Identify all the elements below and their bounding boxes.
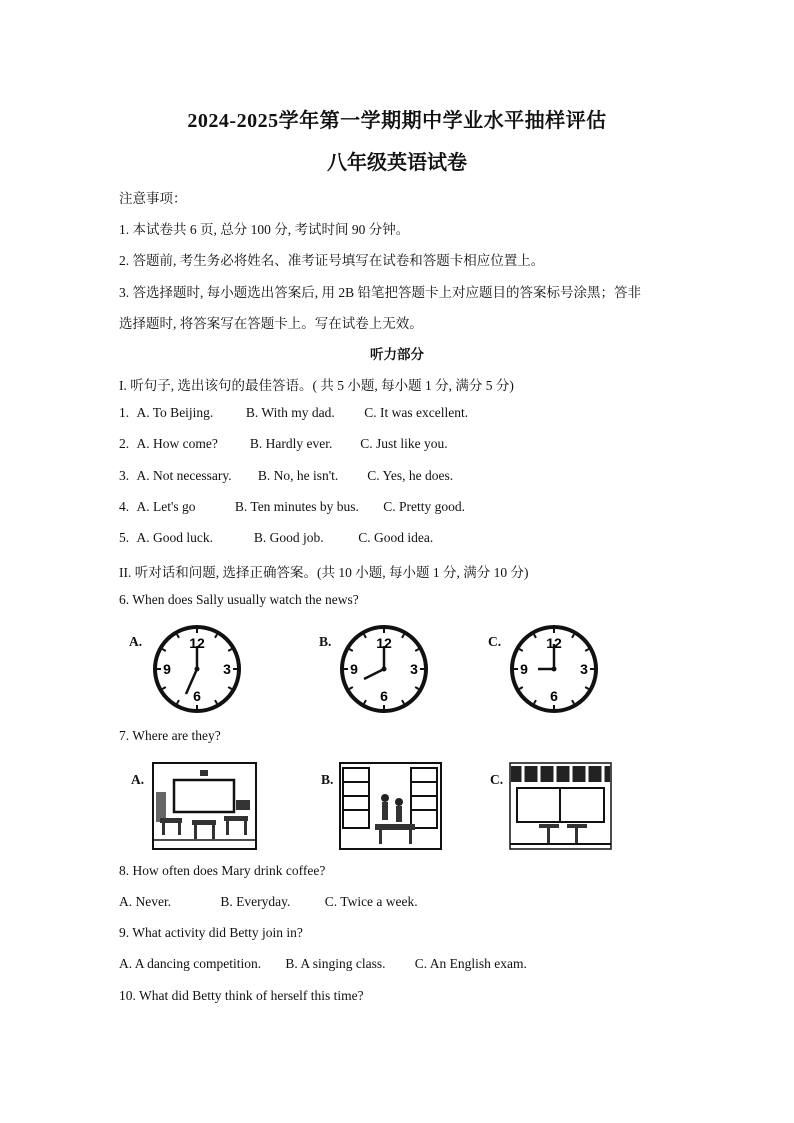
- clock-center: [382, 667, 387, 672]
- clock-number-6: 6: [380, 688, 388, 704]
- option-c: C. Good idea.: [358, 530, 434, 545]
- clock-number-9: 9: [163, 661, 171, 677]
- option-a: A. A dancing competition.: [119, 956, 262, 971]
- option-c: C. An English exam.: [414, 956, 527, 971]
- question-2: [119, 436, 448, 452]
- notes-heading: 注意事项：: [119, 191, 187, 206]
- clock-a: [152, 624, 242, 714]
- note-item-3-cont: 选择题时, 将答案写在答题卡上。写在试卷上无效。: [119, 316, 423, 331]
- option-b: B. No, he isn't.: [257, 468, 339, 483]
- question-number: 4.: [119, 499, 130, 514]
- option-a: A. Not necessary.: [136, 468, 232, 483]
- clock-number-6: 6: [550, 688, 558, 704]
- question-9-options: [119, 956, 527, 972]
- clock-number-9: 9: [520, 661, 528, 677]
- clock-number-3: 3: [223, 661, 231, 677]
- option-a-label: A.: [131, 772, 145, 787]
- option-a: A. Never.: [119, 894, 172, 909]
- library-picture: [339, 762, 442, 850]
- question-5: [119, 530, 433, 546]
- clock-center: [195, 667, 200, 672]
- question-number: 2.: [119, 436, 130, 451]
- option-c: C. Yes, he does.: [367, 468, 454, 483]
- option-b: B. Everyday.: [220, 894, 291, 909]
- question-6: 6. When does Sally usually watch the news?: [119, 592, 359, 607]
- question-3: [119, 468, 453, 484]
- clock-number-12: 12: [546, 635, 562, 651]
- option-a: A. To Beijing.: [136, 405, 214, 420]
- note-item-1: 1. 本试卷共 6 页, 总分 100 分, 考试时间 90 分钟。: [119, 222, 410, 237]
- option-c: C. It was excellent.: [364, 405, 469, 420]
- clock-number-6: 6: [193, 688, 201, 704]
- option-c: C. Pretty good.: [383, 499, 466, 514]
- question-1: [119, 405, 468, 421]
- question-number: 1.: [119, 405, 130, 420]
- option-b: B. With my dad.: [245, 405, 335, 420]
- option-b: B. A singing class.: [285, 956, 386, 971]
- question-number: 5.: [119, 530, 130, 545]
- question-9: 9. What activity did Betty join in?: [119, 925, 303, 940]
- question-10: 10. What did Betty think of herself this time?: [119, 988, 364, 1003]
- option-a: A. How come?: [136, 436, 218, 451]
- option-b: B. Good job.: [253, 530, 324, 545]
- cafe-picture: [509, 762, 612, 850]
- clock-b: [339, 624, 429, 714]
- exam-subtitle: 八年级英语试卷: [327, 152, 467, 174]
- note-item-2: 2. 答题前, 考生务必将姓名、准考证号填写在试卷和答题卡相应位置上。: [119, 253, 545, 268]
- option-a: A. Good luck.: [136, 530, 213, 545]
- option-b: B. Ten minutes by bus.: [234, 499, 359, 514]
- question-8: 8. How often does Mary drink coffee?: [119, 863, 326, 878]
- part2-heading: II. 听对话和问题, 选择正确答案。(共 10 小题, 每小题 1 分, 满分 10 分): [119, 565, 529, 580]
- clock-c: [509, 624, 599, 714]
- option-c: C. Twice a week.: [324, 894, 418, 909]
- option-b: B. Hardly ever.: [249, 436, 333, 451]
- clock-number-12: 12: [376, 635, 392, 651]
- question-4: [119, 499, 465, 515]
- question-number: 3.: [119, 468, 130, 483]
- option-b-label: B.: [321, 772, 334, 787]
- option-a: A. Let's go: [136, 499, 196, 514]
- clock-number-12: 12: [189, 635, 205, 651]
- clock-number-3: 3: [580, 661, 588, 677]
- clock-number-3: 3: [410, 661, 418, 677]
- scene-options: [119, 758, 679, 853]
- part1-heading: I. 听句子, 选出该句的最佳答语。( 共 5 小题, 每小题 1 分, 满分 5 分): [119, 378, 514, 393]
- exam-title: 2024-2025学年第一学期期中学业水平抽样评估: [187, 110, 607, 132]
- classroom-picture: [152, 762, 257, 850]
- clock-number-9: 9: [350, 661, 358, 677]
- option-a-label: A.: [129, 634, 143, 649]
- question-7: 7. Where are they?: [119, 728, 221, 743]
- option-b-label: B.: [319, 634, 332, 649]
- question-8-options: [119, 894, 418, 910]
- clock-options: [119, 622, 679, 717]
- section-title: 听力部分: [370, 347, 424, 362]
- note-item-3: 3. 答选择题时, 每小题选出答案后, 用 2B 铅笔把答题卡上对应题目的答案标号涂黑；答非: [119, 285, 642, 300]
- option-c: C. Just like you.: [360, 436, 448, 451]
- option-c-label: C.: [490, 772, 504, 787]
- option-c-label: C.: [488, 634, 502, 649]
- clock-center: [552, 667, 557, 672]
